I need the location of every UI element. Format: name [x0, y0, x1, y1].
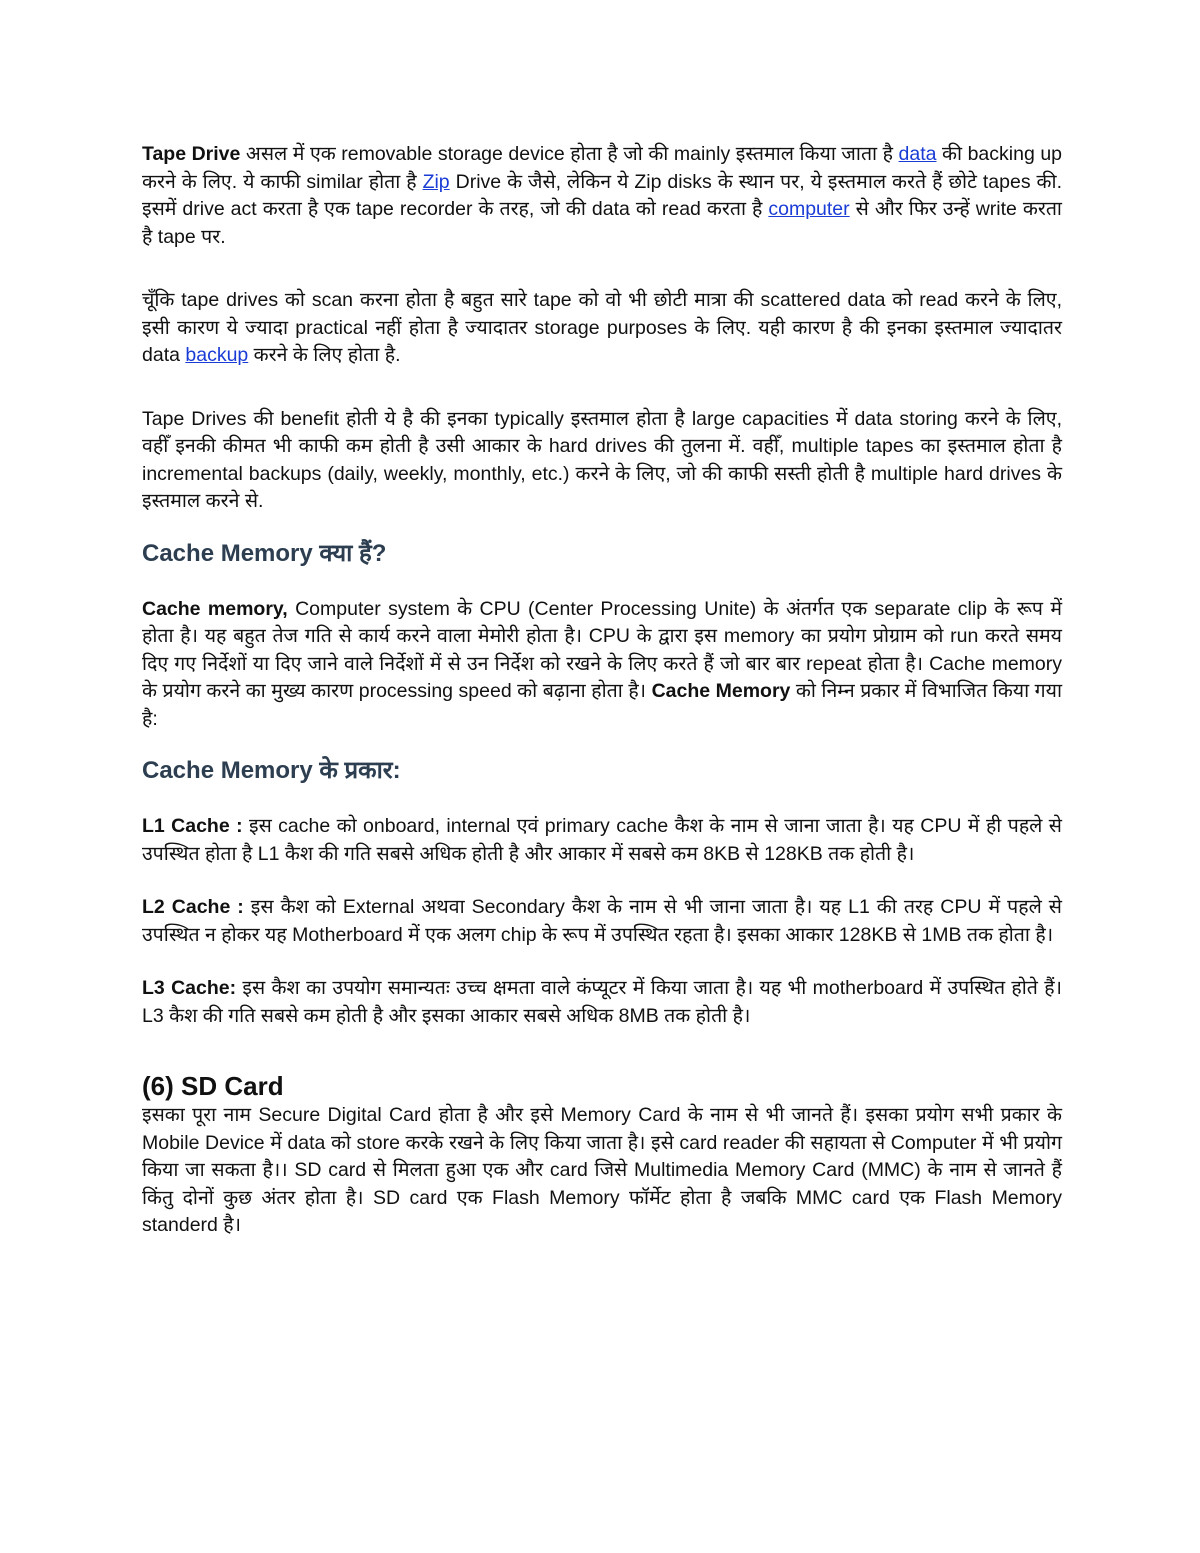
paragraph-text: को निम्न प्रकार में विभाजित किया गया है: — [142, 680, 1062, 730]
tape-drive-paragraph-1 — [142, 141, 1062, 251]
tape-drive-paragraph-2 — [142, 287, 1062, 370]
paragraph-text: इस cache को onboard, internal एवं primary cache कैश के नाम से जाना जाता है। यह CPU में ही पहले से उपस्थित होता है L1 कैश की गति सबसे अधिक होती है और आकार में सबसे कम 8KB से 128KB तक होती है। — [142, 815, 1062, 865]
zip-link[interactable]: Zip — [422, 170, 450, 193]
paragraph-text: की backing up करने के लिए. ये काफी similar होता है — [142, 143, 1063, 193]
l2-cache-paragraph — [142, 894, 1062, 949]
l1-cache-term: L1 Cache : — [142, 815, 243, 837]
sd-card-heading: (6) SD Card — [142, 1071, 284, 1101]
cache-memory-term: Cache Memory — [651, 680, 791, 702]
tape-drive-term: Tape Drive — [142, 143, 241, 165]
l3-cache-paragraph — [142, 975, 1062, 1030]
paragraph-text: चूँकि tape drives को scan करना होता है बहुत सारे tape को वो भी छोटी मात्रा की scattered data को read करने के लिए, इसी कारण ये ज्यादा practical नहीं होता है ज्यादातर storage purposes के लिए. यही कारण है की इनका इस्तमाल ज्यादातर data — [142, 289, 1063, 366]
cache-types-heading: Cache Memory के प्रकार: — [142, 757, 401, 784]
paragraph-text: से और फिर उन्हें write करता है tape पर. — [142, 198, 1062, 248]
l2-cache-term: L2 Cache : — [142, 896, 244, 918]
l1-cache-paragraph — [142, 813, 1062, 868]
cache-memory-heading: Cache Memory क्या हैं? — [142, 539, 387, 567]
paragraph-text: करने के लिए होता है. — [248, 344, 401, 366]
backup-link[interactable]: backup — [185, 344, 249, 366]
paragraph-text: इस कैश का उपयोग समान्यतः उच्च क्षमता वाले कंप्यूटर में किया जाता है। यह भी motherboard में उपस्थित होते हैं। L3 कैश की गति सबसे कम होती है और इसका आकार सबसे अधिक 8MB तक होती है। — [142, 977, 1062, 1027]
cache-memory-paragraph — [142, 596, 1062, 734]
cache-memory-term: Cache memory, — [142, 597, 288, 620]
l3-cache-term: L3 Cache: — [142, 977, 237, 999]
computer-link[interactable]: computer — [768, 198, 850, 220]
paragraph-text: असल में एक removable storage device होता है जो की mainly इस्तमाल किया जाता है — [240, 143, 899, 165]
tape-drive-paragraph-3: Tape Drives की benefit होती ये है की इनका typically इस्तमाल होता है large capacities में data storing करने के लिए, वहीँ इनकी कीमत भी काफी कम होती है उसी आकार के hard drives की तुलना में. वहीँ, multiple tapes का इस्तमाल होता है incremental backups (daily, weekly, monthly, etc.) करने के लिए, जो की काफी सस्ती होती है multiple hard drives के इस्तमाल करने से. — [142, 407, 1062, 512]
data-link[interactable]: data — [898, 143, 937, 165]
paragraph-text: इस कैश को External अथवा Secondary कैश के नाम से भी जाना जाता है। यह L1 की तरह CPU में पहले से उपस्थित न होकर यह Motherboard में एक अलग chip के रूप में उपस्थित रहता है। इसका आकार 128KB से 1MB तक होता है। — [142, 896, 1062, 946]
paragraph-text: Drive के जैसे, लेकिन ये Zip disks के स्थान पर, ये इस्तमाल करते हैं छोटे tapes की. इसमें drive act करता है एक tape recorder के तरह, जो की data को read करता है — [142, 170, 1062, 220]
document-page — [142, 141, 1062, 1240]
paragraph-text: Computer system के CPU (Center Processing Unite) के अंतर्गत एक separate clip के रूप में होता है। यह बहुत तेज गति से कार्य करने वाला मेमोरी होता है। CPU के द्वारा इस memory का प्रयोग प्रोग्राम को run करते समय दिए गए निर्देशों या दिए जाने वाले निर्देशों में से उन निर्देश को रखने के लिए करते हैं जो बार बार repeat होता है। Cache memory के प्रयोग करने का मुख्य कारण processing speed को बढ़ाना होता है। — [142, 597, 1062, 702]
sd-card-paragraph: इसका पूरा नाम Secure Digital Card होता है और इसे Memory Card के नाम से भी जानते हैं। इसका प्रयोग सभी प्रकार के Mobile Device में data को store करके रखने के लिए किया जाता है। इसे card reader की सहायता से Computer में भी प्रयोग किया जा सकता है।। SD card से मिलता हुआ एक और card जिसे Multimedia Memory Card (MMC) के नाम से जानते हैं किंतु दोनों कुछ अंतर होता है। SD card एक Flash Memory फॉर्मेट होता है जबकि MMC card एक Flash Memory standerd है। — [142, 1104, 1062, 1236]
